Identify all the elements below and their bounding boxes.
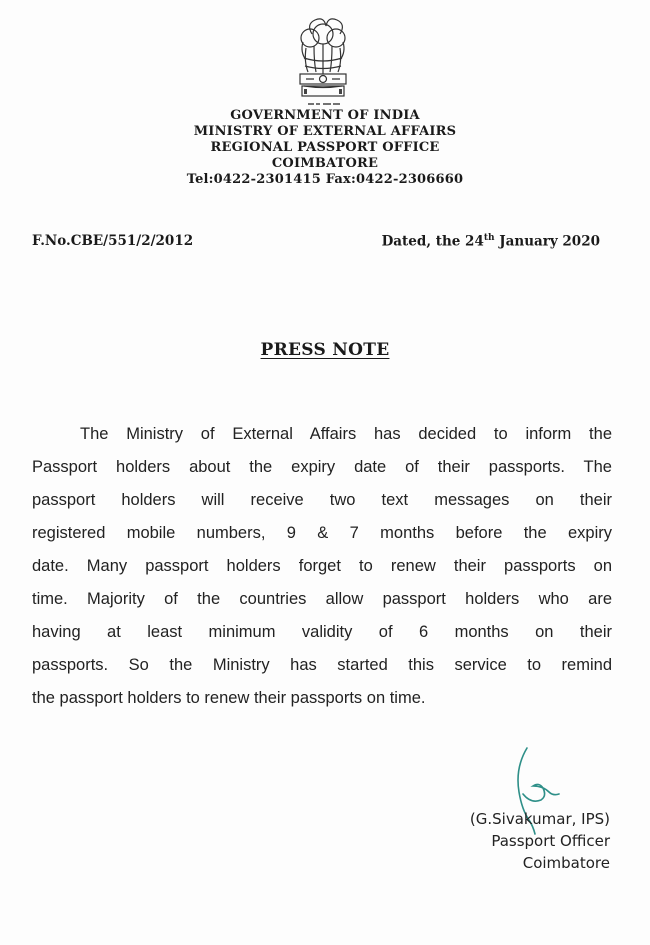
- date-ordinal: th: [483, 233, 495, 243]
- letterhead-government: GOVERNMENT OF INDIA: [230, 108, 420, 123]
- press-note-heading-wrap: [0, 340, 650, 360]
- body-line: date. Many passport holders forget to renew their passports on: [32, 557, 612, 575]
- body-line: The Ministry of External Affairs has decided to inform the: [80, 425, 612, 443]
- body-line: registered mobile numbers, 9 & 7 months before the expiry: [32, 524, 612, 542]
- body-line: having at least minimum validity of 6 months on their: [32, 623, 612, 641]
- national-emblem-icon: [290, 14, 356, 110]
- date-line: [382, 233, 600, 250]
- body-line: passport holders will receive two text messages on their: [32, 491, 612, 509]
- signatory-block: [470, 808, 610, 874]
- letterhead-office: REGIONAL PASSPORT OFFICE: [210, 140, 440, 155]
- letterhead-ministry: MINISTRY OF EXTERNAL AFFAIRS: [193, 124, 457, 139]
- date-prefix: Dated, the 24: [381, 233, 484, 250]
- body-line: time. Majority of the countries allow passport holders who are: [32, 590, 612, 608]
- signatory-name: (G.Sivakumar, IPS): [469, 810, 610, 828]
- letterhead-contact: Tel:0422-2301415 Fax:0422-2306660: [186, 172, 464, 187]
- body-line: passports. So the Ministry has started this service to remind: [32, 656, 612, 674]
- emblem-motto-script: [306, 101, 342, 107]
- letterhead-city: COIMBATORE: [271, 156, 379, 171]
- signatory-designation: Passport Officer: [491, 832, 610, 850]
- press-note-title: PRESS NOTE: [260, 340, 390, 360]
- date-suffix: January 2020: [494, 233, 600, 250]
- signatory-office: Coimbatore: [522, 854, 610, 872]
- letterhead: [150, 108, 500, 188]
- body-line: the passport holders to renew their passports on time.: [32, 689, 426, 707]
- press-note-body: [32, 418, 612, 715]
- body-line: Passport holders about the expiry date of their passports. The: [32, 458, 612, 476]
- file-number: F.No.CBE/551/2/2012: [32, 233, 194, 249]
